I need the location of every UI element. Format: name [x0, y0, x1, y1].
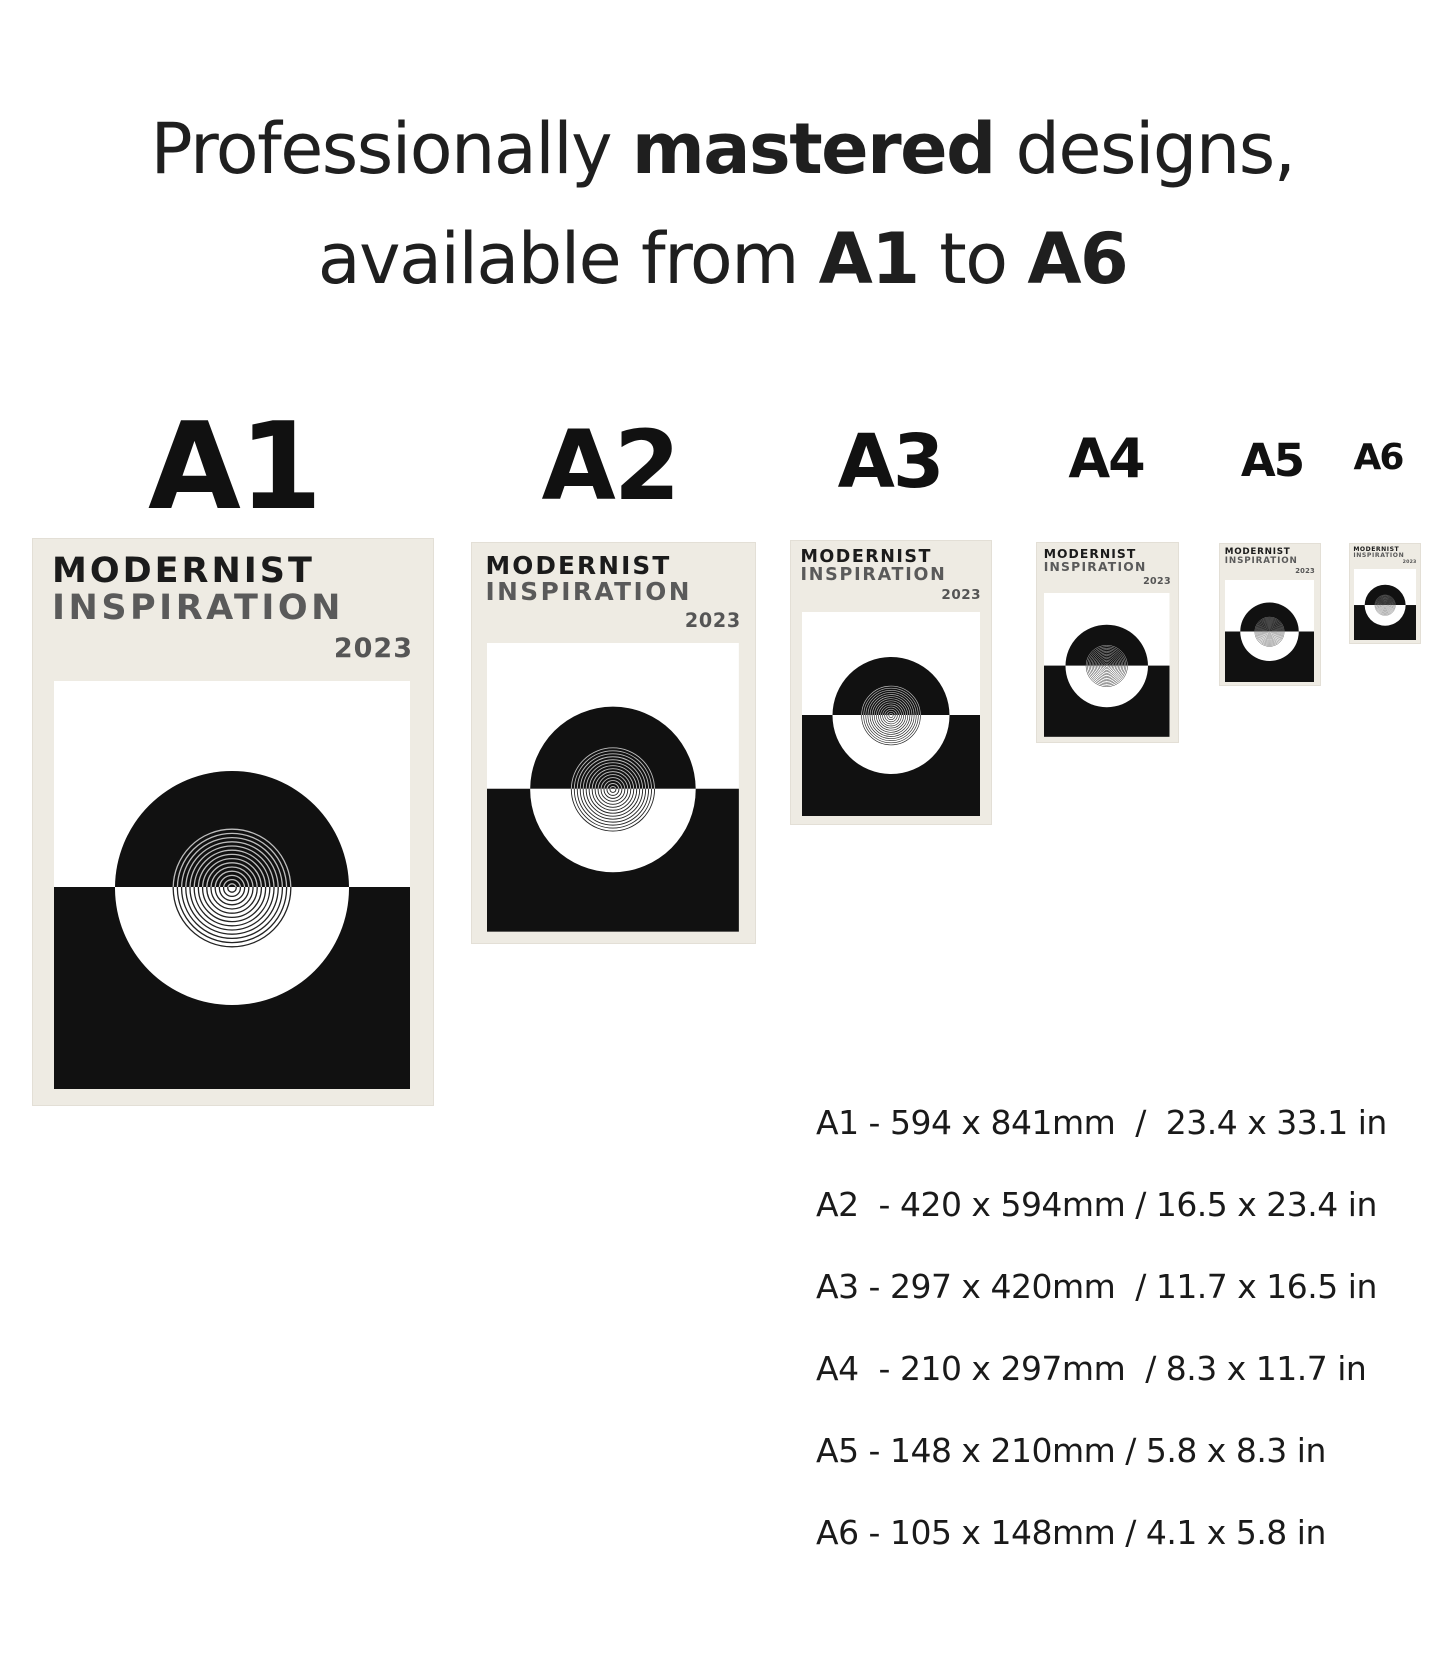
headline-text: available from — [317, 218, 819, 300]
poster-year: 2023 — [1295, 567, 1315, 575]
poster-year: 2023 — [333, 633, 413, 664]
poster-year: 2023 — [684, 608, 741, 632]
poster-year: 2023 — [1143, 575, 1171, 587]
poster-a1 — [33, 539, 433, 1105]
poster-a4 — [1037, 543, 1178, 742]
poster-artwork — [1044, 593, 1169, 737]
poster-artwork — [1354, 569, 1416, 640]
spec-a6: A6 - 105 x 148mm / 4.1 x 5.8 in — [816, 1513, 1326, 1552]
poster-title-line-2: INSPIRATION — [1224, 556, 1298, 566]
headline-line-2 — [0, 218, 1445, 300]
poster-artwork — [802, 612, 980, 816]
poster-title-line-2: INSPIRATION — [1353, 552, 1405, 560]
headline-bold: A6 — [1027, 218, 1128, 300]
headline-text: designs, — [994, 108, 1295, 190]
poster-title-line-2: INSPIRATION — [485, 576, 692, 606]
poster-title-line-2: INSPIRATION — [1043, 560, 1147, 575]
size-label-a5: A5 — [1240, 434, 1304, 487]
headline-bold: A1 — [818, 218, 919, 300]
size-label-a6: A6 — [1353, 437, 1403, 478]
poster-a2 — [472, 543, 755, 943]
spec-a1: A1 - 594 x 841mm / 23.4 x 33.1 in — [816, 1103, 1387, 1142]
poster-artwork — [54, 681, 410, 1089]
poster-artwork — [1225, 580, 1314, 682]
headline-bold: mastered — [631, 108, 995, 190]
poster-title-line-2: INSPIRATION — [800, 565, 947, 585]
poster-title-line-1: MODERNIST — [1353, 545, 1400, 553]
poster-title-line-2: INSPIRATION — [52, 588, 344, 628]
spec-a2: A2 - 420 x 594mm / 16.5 x 23.4 in — [816, 1185, 1377, 1224]
headline-text: Professionally — [150, 108, 632, 190]
poster-title-line-1: MODERNIST — [1043, 547, 1137, 562]
spec-a3: A3 - 297 x 420mm / 11.7 x 16.5 in — [816, 1267, 1377, 1306]
size-label-a4: A4 — [1068, 427, 1144, 490]
size-label-a2: A2 — [541, 410, 679, 522]
headline-line-1 — [0, 108, 1445, 190]
poster-year: 2023 — [941, 587, 981, 603]
poster-a6 — [1350, 544, 1420, 643]
size-label-a3: A3 — [837, 419, 943, 505]
poster-artwork — [487, 643, 739, 932]
spec-a5: A5 - 148 x 210mm / 5.8 x 8.3 in — [816, 1431, 1326, 1470]
poster-title-line-1: MODERNIST — [485, 550, 672, 580]
size-label-a1: A1 — [148, 398, 321, 537]
headline-text: to — [918, 218, 1028, 300]
spec-a4: A4 - 210 x 297mm / 8.3 x 11.7 in — [816, 1349, 1367, 1388]
poster-a5 — [1220, 544, 1320, 685]
poster-year: 2023 — [1402, 559, 1417, 565]
poster-title-line-1: MODERNIST — [1224, 546, 1291, 557]
poster-a3 — [791, 541, 991, 824]
poster-title-line-1: MODERNIST — [800, 546, 932, 567]
poster-title-line-1: MODERNIST — [52, 551, 315, 591]
